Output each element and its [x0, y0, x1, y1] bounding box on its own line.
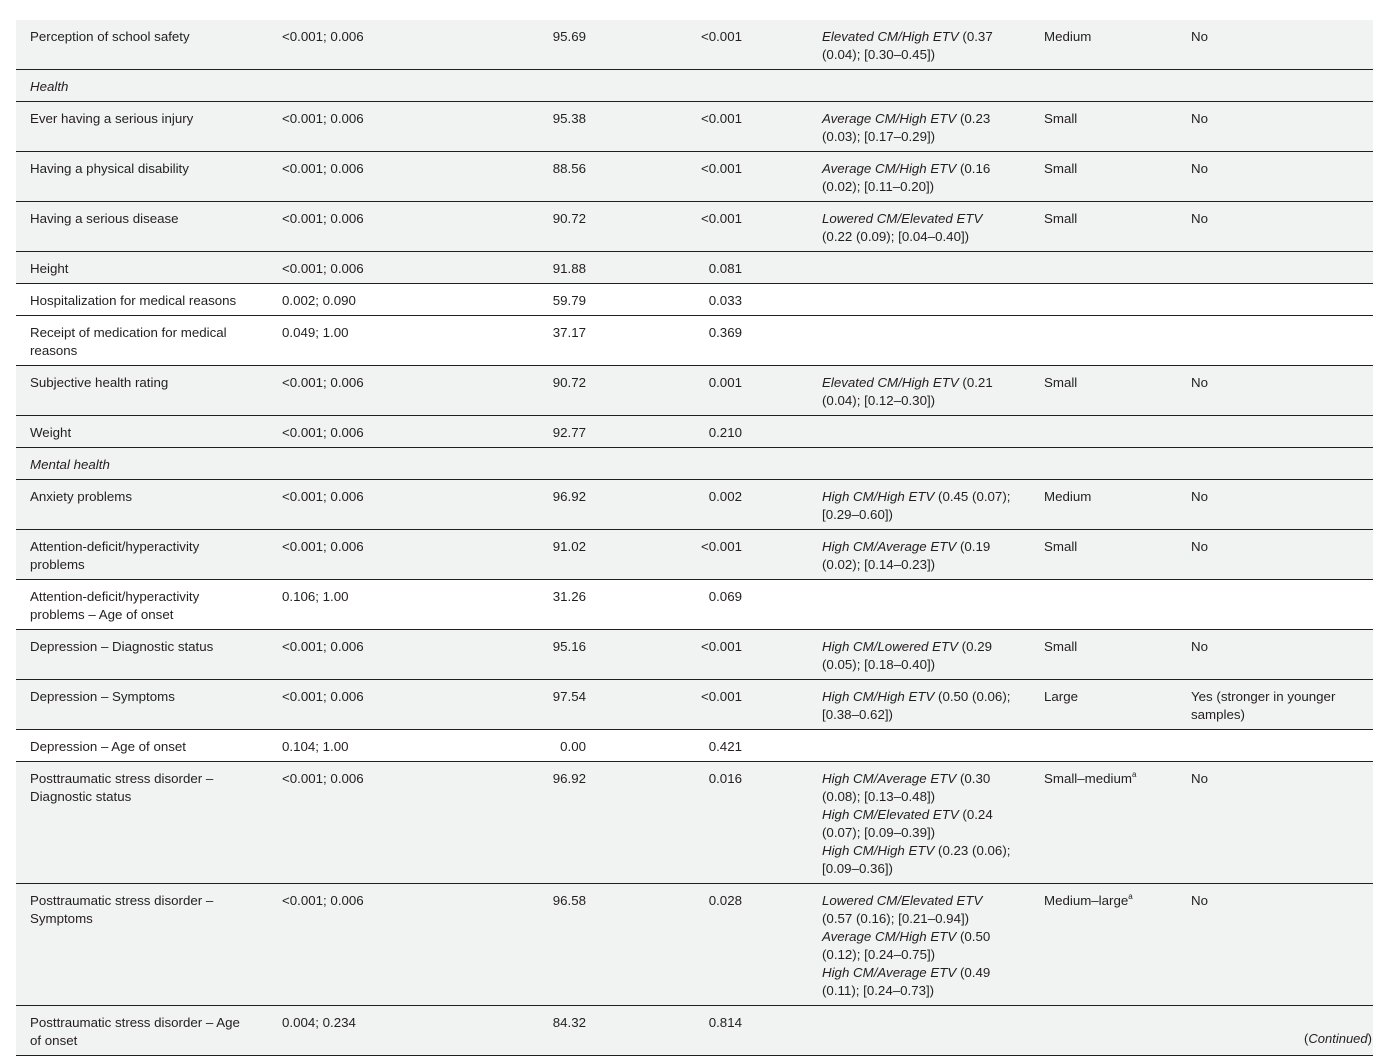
class-name: Average CM/High ETV [822, 111, 957, 126]
class-comparison-cell [742, 20, 1044, 70]
class-name: High CM/Average ETV [822, 965, 957, 980]
class-comparison-cell [742, 580, 1044, 630]
i2-cell: 96.58 [472, 884, 586, 1006]
class-comparison-cell [742, 202, 1044, 252]
q-value-cell: 0.814 [586, 1006, 742, 1056]
q-value-cell: <0.001 [586, 202, 742, 252]
q-value-cell: 0.033 [586, 284, 742, 316]
table-row [16, 884, 1373, 1006]
class-value: (0.50 (0.06); [0.38–0.62]) [822, 689, 1011, 722]
i2-cell: 95.69 [472, 20, 586, 70]
outcome-cell: Attention-deficit/hyperactivity problems – Age of onset [16, 580, 282, 630]
p-value-cell: 0.106; 1.00 [282, 580, 472, 630]
class-comparison-cell [742, 284, 1044, 316]
moderation-cell [1191, 730, 1373, 762]
class-comparison-item [822, 538, 1016, 574]
table-row [16, 252, 1373, 284]
table-row [16, 1006, 1373, 1056]
outcome-cell: Depression – Symptoms [16, 680, 282, 730]
outcome-cell: Having a physical disability [16, 152, 282, 202]
results-table [16, 20, 1373, 1056]
effect-size-cell [1044, 366, 1191, 416]
effect-size-cell [1044, 530, 1191, 580]
class-comparison-cell [742, 252, 1044, 284]
effect-size-label: Medium [1044, 489, 1092, 504]
class-name: High CM/Average ETV [822, 539, 957, 554]
p-value-cell: <0.001; 0.006 [282, 530, 472, 580]
table-row [16, 730, 1373, 762]
p-value-cell: 0.002; 0.090 [282, 284, 472, 316]
i2-cell: 91.88 [472, 252, 586, 284]
outcome-cell: Weight [16, 416, 282, 448]
footnote-marker: a [1128, 892, 1133, 901]
effect-size-cell [1044, 152, 1191, 202]
class-name: Lowered CM/Elevated ETV [822, 211, 983, 226]
q-value-cell: <0.001 [586, 630, 742, 680]
class-value: (0.21 (0.04); [0.12–0.30]) [822, 375, 993, 408]
i2-cell: 84.32 [472, 1006, 586, 1056]
p-value-cell: <0.001; 0.006 [282, 152, 472, 202]
q-value-cell: 0.210 [586, 416, 742, 448]
table-row [16, 680, 1373, 730]
moderation-cell: No [1191, 20, 1373, 70]
effect-size-cell [1044, 252, 1191, 284]
class-comparison-item [822, 28, 1016, 64]
p-value-cell: <0.001; 0.006 [282, 202, 472, 252]
class-comparison-item [822, 842, 1016, 878]
class-value: (0.49 (0.11); [0.24–0.73]) [822, 965, 991, 998]
i2-cell: 95.38 [472, 102, 586, 152]
effect-size-cell [1044, 1006, 1191, 1056]
moderation-cell: No [1191, 762, 1373, 884]
moderation-cell [1191, 316, 1373, 366]
class-name: Lowered CM/Elevated ETV [822, 893, 983, 908]
i2-cell: 37.17 [472, 316, 586, 366]
class-value: (0.16 (0.02); [0.11–0.20]) [822, 161, 991, 194]
moderation-cell [1191, 252, 1373, 284]
p-value-cell: <0.001; 0.006 [282, 102, 472, 152]
class-value: (0.30 (0.08); [0.13–0.48]) [822, 771, 991, 804]
class-comparison-item [822, 964, 1016, 1000]
effect-size-cell [1044, 202, 1191, 252]
p-value-cell: <0.001; 0.006 [282, 20, 472, 70]
class-comparison-cell [742, 366, 1044, 416]
class-value: (0.23 (0.03); [0.17–0.29]) [822, 111, 991, 144]
class-name: High CM/High ETV [822, 689, 935, 704]
p-value-cell: <0.001; 0.006 [282, 884, 472, 1006]
i2-cell: 91.02 [472, 530, 586, 580]
class-value: (0.45 (0.07); [0.29–0.60]) [822, 489, 1011, 522]
effect-size-cell [1044, 580, 1191, 630]
p-value-cell: 0.104; 1.00 [282, 730, 472, 762]
q-value-cell: 0.002 [586, 480, 742, 530]
class-comparison-cell [742, 316, 1044, 366]
outcome-cell: Subjective health rating [16, 366, 282, 416]
effect-size-cell [1044, 680, 1191, 730]
p-value-cell: 0.049; 1.00 [282, 316, 472, 366]
moderation-cell: No [1191, 530, 1373, 580]
p-value-cell: 0.004; 0.234 [282, 1006, 472, 1056]
class-name: High CM/High ETV [822, 843, 935, 858]
class-name: Elevated CM/High ETV [822, 375, 959, 390]
class-comparison-cell [742, 480, 1044, 530]
effect-size-cell [1044, 102, 1191, 152]
q-value-cell: 0.016 [586, 762, 742, 884]
moderation-cell: No [1191, 102, 1373, 152]
effect-size-cell [1044, 316, 1191, 366]
effect-size-cell [1044, 730, 1191, 762]
p-value-cell: <0.001; 0.006 [282, 366, 472, 416]
outcome-cell: Depression – Diagnostic status [16, 630, 282, 680]
moderation-cell: No [1191, 630, 1373, 680]
q-value-cell: <0.001 [586, 20, 742, 70]
i2-cell: 90.72 [472, 202, 586, 252]
class-value: (0.57 (0.16); [0.21–0.94]) [822, 911, 970, 926]
effect-size-cell [1044, 20, 1191, 70]
moderation-cell: No [1191, 366, 1373, 416]
q-value-cell: <0.001 [586, 530, 742, 580]
class-name: Average CM/High ETV [822, 929, 957, 944]
class-comparison-item [822, 374, 1016, 410]
moderation-cell: Yes (stronger in younger samples) [1191, 680, 1373, 730]
table-row [16, 20, 1373, 70]
outcome-cell: Receipt of medication for medical reasons [16, 316, 282, 366]
class-value: (0.37 (0.04); [0.30–0.45]) [822, 29, 993, 62]
class-value: (0.19 (0.02); [0.14–0.23]) [822, 539, 991, 572]
class-comparison-cell [742, 416, 1044, 448]
table-row [16, 630, 1373, 680]
q-value-cell: 0.369 [586, 316, 742, 366]
table-row [16, 152, 1373, 202]
effect-size-label: Small [1044, 375, 1078, 390]
class-comparison-item [822, 806, 1016, 842]
outcome-cell: Height [16, 252, 282, 284]
class-value: (0.22 (0.09); [0.04–0.40]) [822, 229, 970, 244]
p-value-cell: <0.001; 0.006 [282, 416, 472, 448]
results-table-container [16, 20, 1373, 1056]
section-label: Health [16, 70, 1373, 102]
effect-size-label: Small [1044, 539, 1078, 554]
section-header-row [16, 448, 1373, 480]
i2-cell: 96.92 [472, 762, 586, 884]
i2-cell: 88.56 [472, 152, 586, 202]
class-name: High CM/High ETV [822, 489, 935, 504]
outcome-cell: Attention-deficit/hyperactivity problems [16, 530, 282, 580]
class-comparison-cell [742, 680, 1044, 730]
moderation-cell [1191, 416, 1373, 448]
moderation-cell [1191, 284, 1373, 316]
class-comparison-item [822, 688, 1016, 724]
outcome-cell: Posttraumatic stress disorder – Diagnostic status [16, 762, 282, 884]
effect-size-label: Small [1044, 211, 1078, 226]
table-row [16, 530, 1373, 580]
q-value-cell: 0.081 [586, 252, 742, 284]
effect-size-cell [1044, 284, 1191, 316]
table-row [16, 316, 1373, 366]
q-value-cell: 0.069 [586, 580, 742, 630]
q-value-cell: 0.421 [586, 730, 742, 762]
moderation-cell: No [1191, 202, 1373, 252]
outcome-cell: Posttraumatic stress disorder – Symptoms [16, 884, 282, 1006]
p-value-cell: <0.001; 0.006 [282, 762, 472, 884]
class-comparison-item [822, 110, 1016, 146]
p-value-cell: <0.001; 0.006 [282, 680, 472, 730]
class-name: Average CM/High ETV [822, 161, 957, 176]
table-row [16, 202, 1373, 252]
moderation-cell: No [1191, 152, 1373, 202]
i2-cell: 31.26 [472, 580, 586, 630]
table-row [16, 284, 1373, 316]
i2-cell: 59.79 [472, 284, 586, 316]
effect-size-cell [1044, 416, 1191, 448]
class-comparison-cell [742, 1006, 1044, 1056]
p-value-cell: <0.001; 0.006 [282, 252, 472, 284]
effect-size-cell [1044, 630, 1191, 680]
effect-size-label: Medium–large [1044, 893, 1129, 908]
q-value-cell: 0.001 [586, 366, 742, 416]
effect-size-cell [1044, 762, 1191, 884]
class-name: Elevated CM/High ETV [822, 29, 959, 44]
outcome-cell: Ever having a serious injury [16, 102, 282, 152]
effect-size-label: Small [1044, 111, 1078, 126]
table-row [16, 102, 1373, 152]
footnote-marker: a [1131, 770, 1137, 779]
continued-note: (Continued) [1304, 1031, 1372, 1046]
effect-size-label: Small–medium [1044, 771, 1132, 786]
i2-cell: 96.92 [472, 480, 586, 530]
class-comparison-item [822, 488, 1016, 524]
outcome-cell: Having a serious disease [16, 202, 282, 252]
i2-cell: 95.16 [472, 630, 586, 680]
outcome-cell: Posttraumatic stress disorder – Age of onset [16, 1006, 282, 1056]
class-comparison-item [822, 770, 1016, 806]
continued-label: Continued [1308, 1031, 1368, 1046]
class-value: (0.50 (0.12); [0.24–0.75]) [822, 929, 991, 962]
class-comparison-cell [742, 884, 1044, 1006]
q-value-cell: <0.001 [586, 680, 742, 730]
section-header-row [16, 70, 1373, 102]
section-label: Mental health [16, 448, 1373, 480]
class-comparison-item [822, 928, 1016, 964]
class-comparison-item [822, 160, 1016, 196]
q-value-cell: 0.028 [586, 884, 742, 1006]
outcome-cell: Perception of school safety [16, 20, 282, 70]
class-comparison-cell [742, 530, 1044, 580]
i2-cell: 92.77 [472, 416, 586, 448]
table-row [16, 416, 1373, 448]
outcome-cell: Anxiety problems [16, 480, 282, 530]
class-name: High CM/Elevated ETV [822, 807, 959, 822]
effect-size-label: Small [1044, 161, 1078, 176]
table-row [16, 366, 1373, 416]
class-comparison-cell [742, 630, 1044, 680]
class-comparison-cell [742, 102, 1044, 152]
class-name: High CM/Average ETV [822, 771, 957, 786]
class-comparison-cell [742, 152, 1044, 202]
effect-size-label: Small [1044, 639, 1078, 654]
class-comparison-cell [742, 762, 1044, 884]
effect-size-label: Medium [1044, 29, 1092, 44]
class-value: (0.29 (0.05); [0.18–0.40]) [822, 639, 992, 672]
p-value-cell: <0.001; 0.006 [282, 480, 472, 530]
outcome-cell: Hospitalization for medical reasons [16, 284, 282, 316]
i2-cell: 0.00 [472, 730, 586, 762]
class-comparison-cell [742, 730, 1044, 762]
q-value-cell: <0.001 [586, 152, 742, 202]
i2-cell: 97.54 [472, 680, 586, 730]
class-comparison-item [822, 892, 1016, 928]
table-row [16, 480, 1373, 530]
class-comparison-item [822, 210, 1016, 246]
table-row [16, 762, 1373, 884]
class-value: (0.24 (0.07); [0.09–0.39]) [822, 807, 993, 840]
class-name: High CM/Lowered ETV [822, 639, 958, 654]
class-value: (0.23 (0.06); [0.09–0.36]) [822, 843, 1011, 876]
moderation-cell: No [1191, 884, 1373, 1006]
moderation-cell [1191, 580, 1373, 630]
effect-size-cell [1044, 884, 1191, 1006]
q-value-cell: <0.001 [586, 102, 742, 152]
effect-size-cell [1044, 480, 1191, 530]
table-row [16, 580, 1373, 630]
i2-cell: 90.72 [472, 366, 586, 416]
class-comparison-item [822, 638, 1016, 674]
effect-size-label: Large [1044, 689, 1079, 704]
moderation-cell: No [1191, 480, 1373, 530]
results-table-body [16, 20, 1373, 1056]
outcome-cell: Depression – Age of onset [16, 730, 282, 762]
p-value-cell: <0.001; 0.006 [282, 630, 472, 680]
